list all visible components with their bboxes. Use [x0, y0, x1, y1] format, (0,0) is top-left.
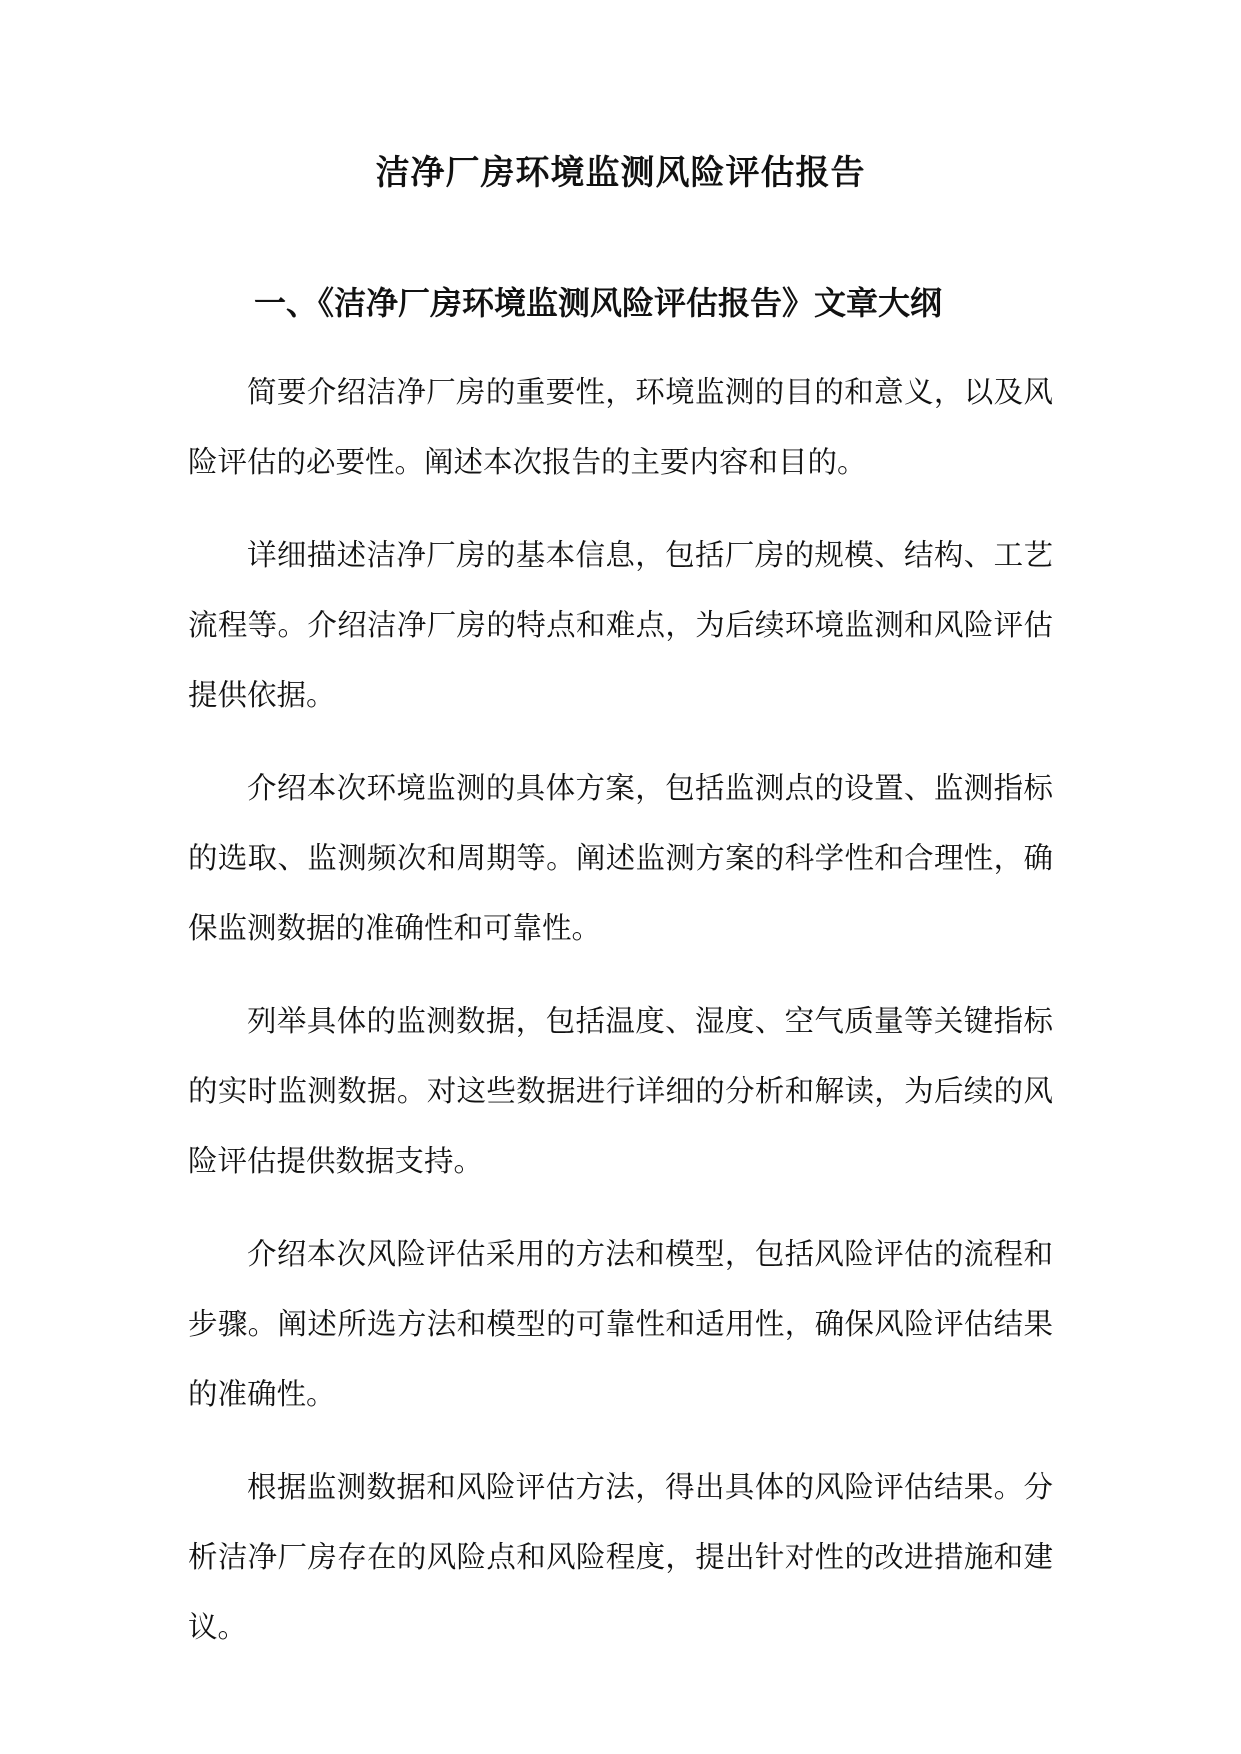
- paragraph-assessment-results: 根据监测数据和风险评估方法，得出具体的风险评估结果。分析洁净厂房存在的风险点和风险程度，提出针对性的改进措施和建议。: [188, 1470, 1053, 1644]
- paragraph-introduction: 简要介绍洁净厂房的重要性，环境监测的目的和意义，以及风险评估的必要性。阐述本次报告的主要内容和目的。: [188, 375, 1053, 479]
- paragraph-monitoring-plan: 介绍本次环境监测的具体方案，包括监测点的设置、监测指标的选取、监测频次和周期等。阐述监测方案的科学性和合理性，确保监测数据的准确性和可靠性。: [188, 771, 1053, 945]
- paragraph-monitoring-data: 列举具体的监测数据，包括温度、湿度、空气质量等关键指标的实时监测数据。对这些数据进行详细的分析和解读，为后续的风险评估提供数据支持。: [188, 1004, 1053, 1178]
- document-title: 洁净厂房环境监测风险评估报告: [375, 153, 866, 193]
- document-body: [188, 357, 1053, 1685]
- section-heading: 一、《洁净厂房环境监测风险评估报告》文章大纲: [254, 284, 943, 322]
- paragraph-facility-info: 详细描述洁净厂房的基本信息，包括厂房的规模、结构、工艺流程等。介绍洁净厂房的特点和难点，为后续环境监测和风险评估提供依据。: [188, 538, 1053, 712]
- paragraph-assessment-method: 介绍本次风险评估采用的方法和模型，包括风险评估的流程和步骤。阐述所选方法和模型的可靠性和适用性，确保风险评估结果的准确性。: [188, 1237, 1053, 1411]
